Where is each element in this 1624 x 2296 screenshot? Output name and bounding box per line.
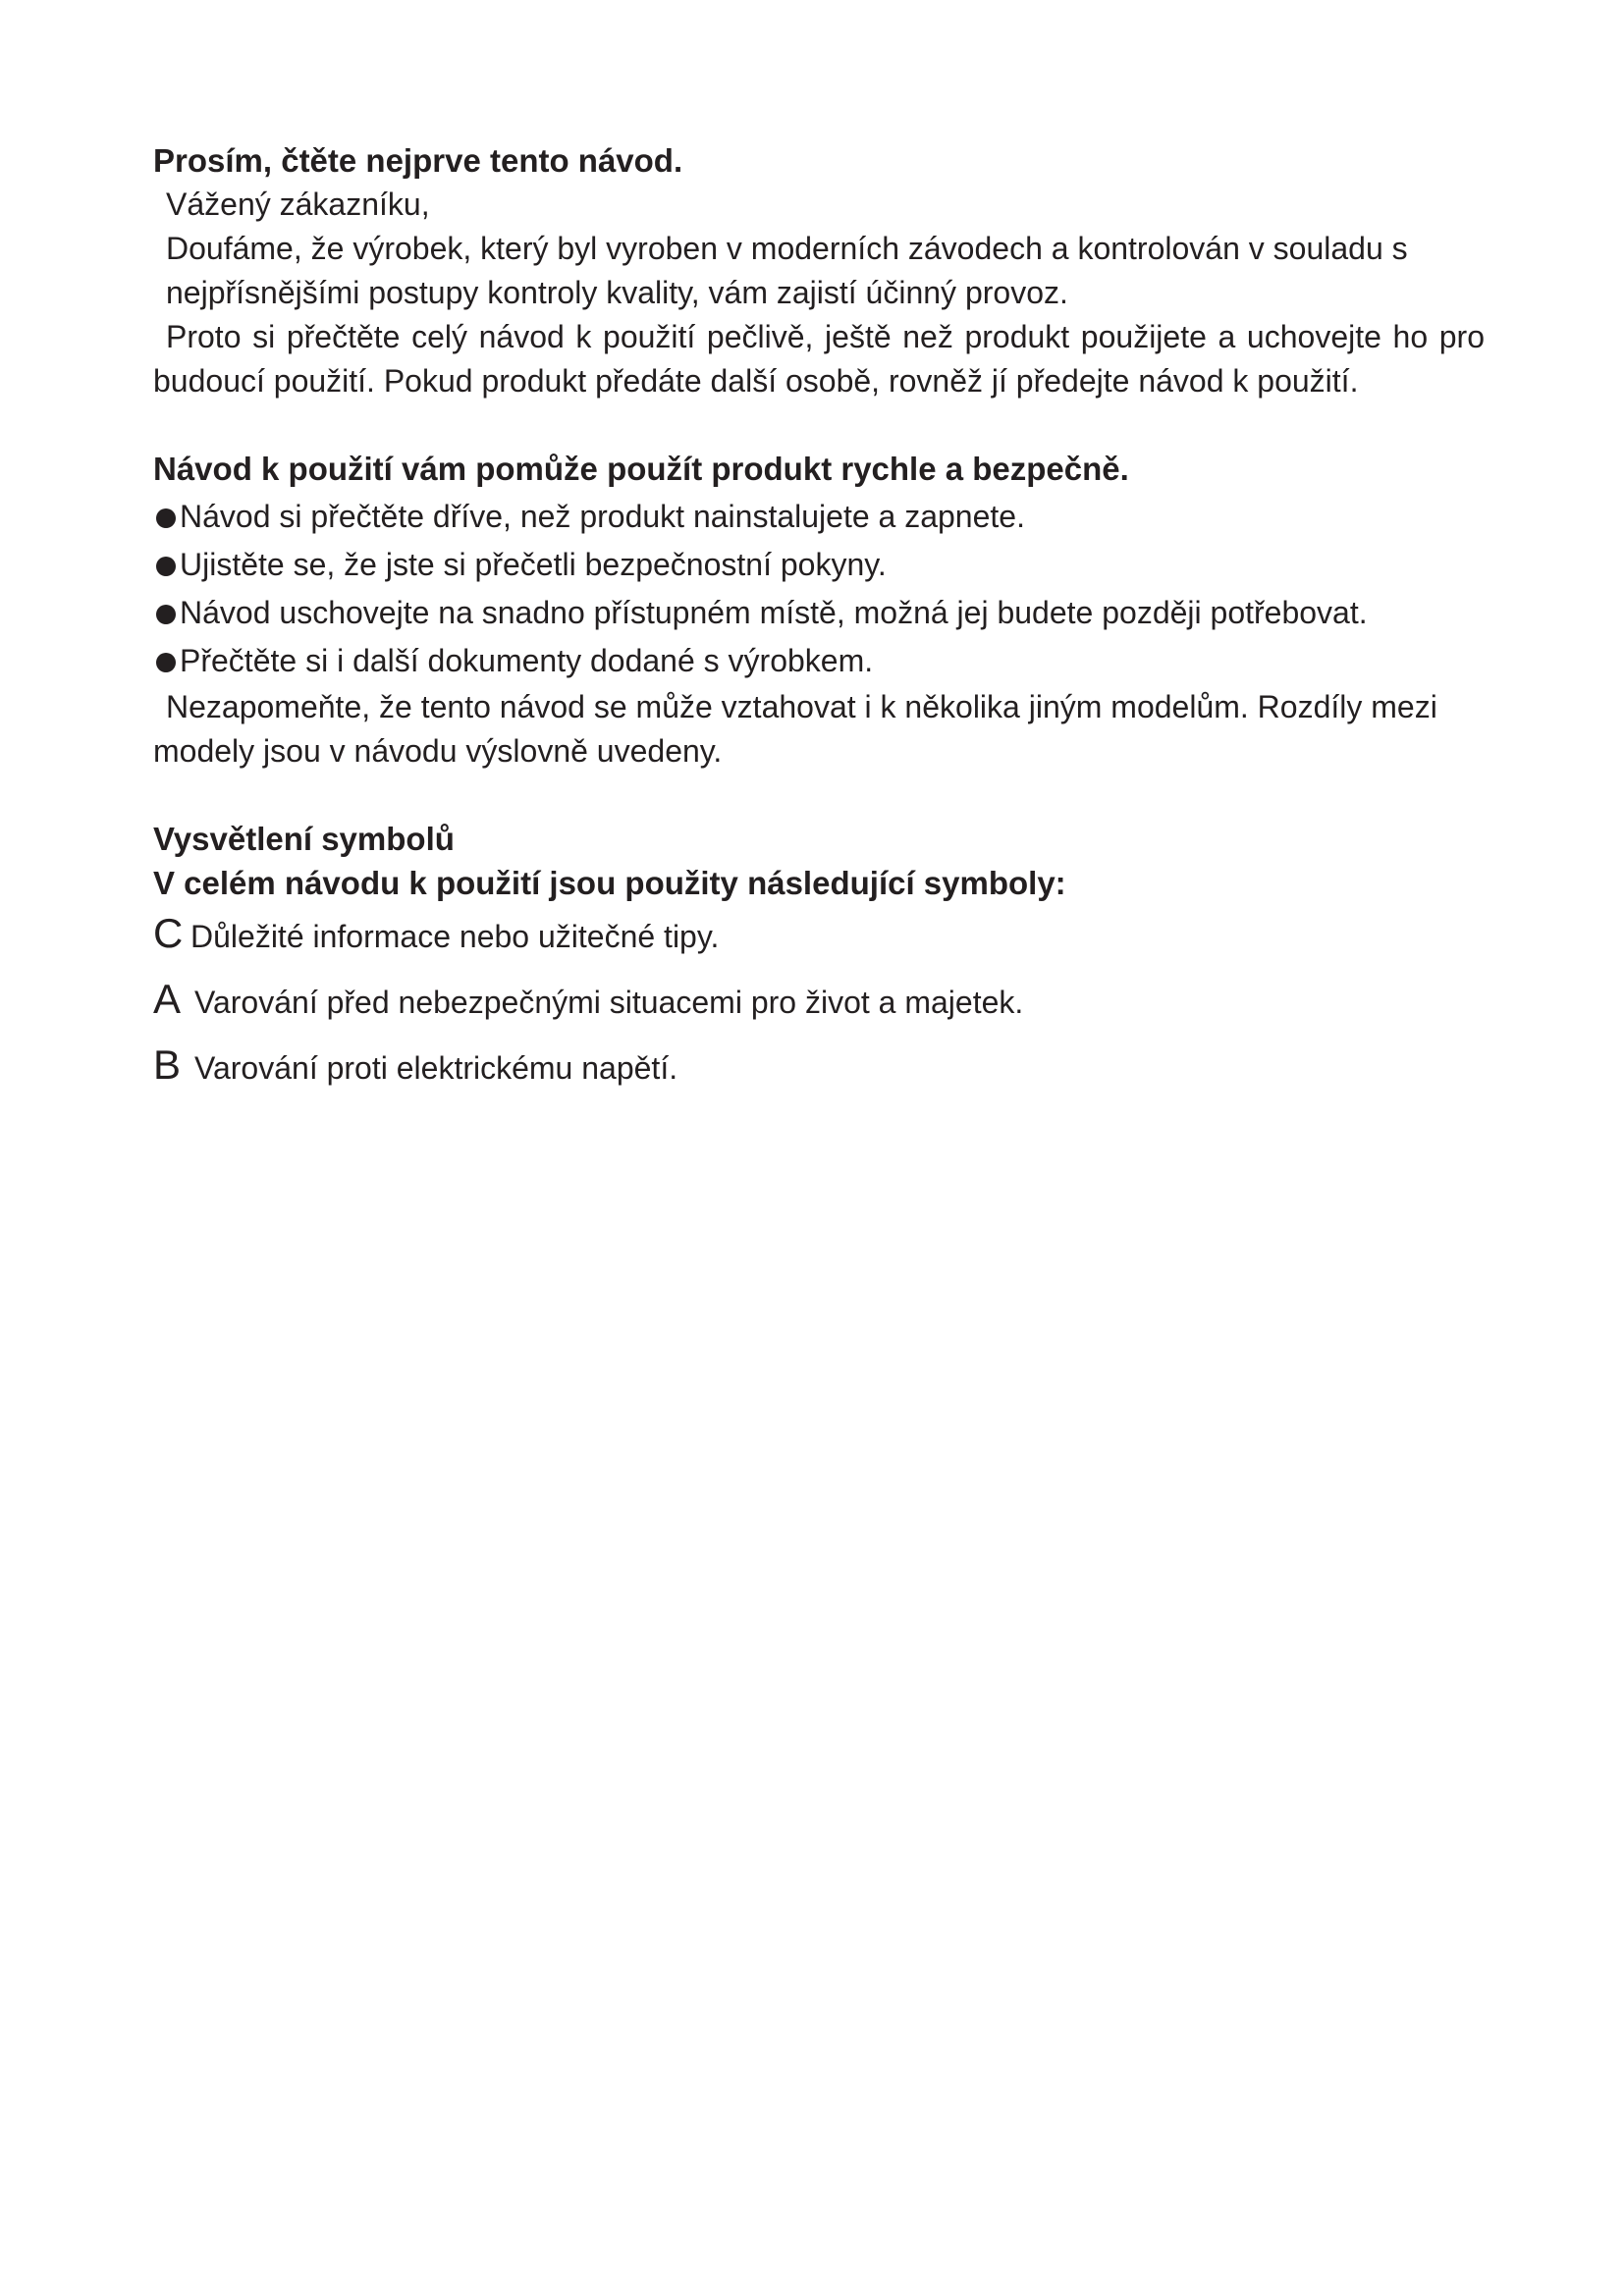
bullet-item: [153, 493, 1485, 541]
symbol-row-electric: [153, 1039, 1485, 1095]
intro-section: [153, 139, 1485, 403]
greeting: Vážený zákazníku,: [166, 187, 430, 222]
models-note-text: Nezapomeňte, že tento návod se může vztahovat i k několika jiným modelům. Rozdíly mezi modely jsou v návodu výslovně uvedeny.: [153, 689, 1437, 769]
bullet-item: [153, 637, 1485, 685]
bullet-item: [153, 589, 1485, 637]
models-note: [153, 685, 1485, 774]
symbol-row-warning: [153, 973, 1485, 1029]
document-page: [153, 139, 1485, 1095]
manual-help-title: Návod k použití vám pomůže použít produkt rychle a bezpečně.: [153, 451, 1129, 487]
electric-symbol-icon: B: [153, 1041, 182, 1088]
bullet-dot-icon: [156, 508, 176, 528]
symbols-list: [153, 907, 1485, 1095]
intro-paragraph-2: [153, 315, 1485, 403]
symbol-description: Varování před nebezpečnými situacemi pro život a majetek.: [194, 985, 1024, 1020]
bullet-text: Návod uschovejte na snadno přístupném místě, možná jej budete později potřebovat.: [180, 595, 1368, 630]
symbol-description: Důležité informace nebo užitečné tipy.: [190, 919, 720, 954]
manual-help-section: [153, 447, 1485, 774]
bullet-dot-icon: [156, 605, 176, 624]
intro-paragraph-2-text: Proto si přečtěte celý návod k použití pečlivě, ještě než produkt použijete a uchovejte ho pro budoucí použití. Pokud produkt předáte další osobě, rovněž jí předejte návod k použití.: [153, 319, 1485, 399]
intro-paragraph-1: Doufáme, že výrobek, který byl vyroben v moderních závodech a kontrolován v souladu s nejpřísnějšími postupy kontroly kvality, vám zajistí účinný provoz.: [166, 231, 1408, 310]
symbols-title: Vysvětlení symbolů: [153, 821, 455, 857]
symbols-subtitle: V celém návodu k použití jsou použity následující symboly:: [153, 865, 1066, 901]
intro-title: Prosím, čtěte nejprve tento návod.: [153, 142, 683, 179]
bullet-list: [153, 493, 1485, 685]
bullet-item: [153, 541, 1485, 589]
bullet-dot-icon: [156, 653, 176, 672]
bullet-text: Ujistěte se, že jste si přečetli bezpečnostní pokyny.: [180, 547, 887, 582]
warning-symbol-icon: A: [153, 976, 182, 1022]
symbol-description: Varování proti elektrickému napětí.: [194, 1050, 678, 1086]
bullet-dot-icon: [156, 557, 176, 576]
symbol-row-info: [153, 907, 1485, 963]
info-symbol-icon: C: [153, 910, 184, 956]
bullet-text: Přečtěte si i další dokumenty dodané s výrobkem.: [180, 643, 874, 678]
symbols-section: [153, 817, 1485, 1095]
bullet-text: Návod si přečtěte dříve, než produkt nainstalujete a zapnete.: [180, 499, 1025, 534]
